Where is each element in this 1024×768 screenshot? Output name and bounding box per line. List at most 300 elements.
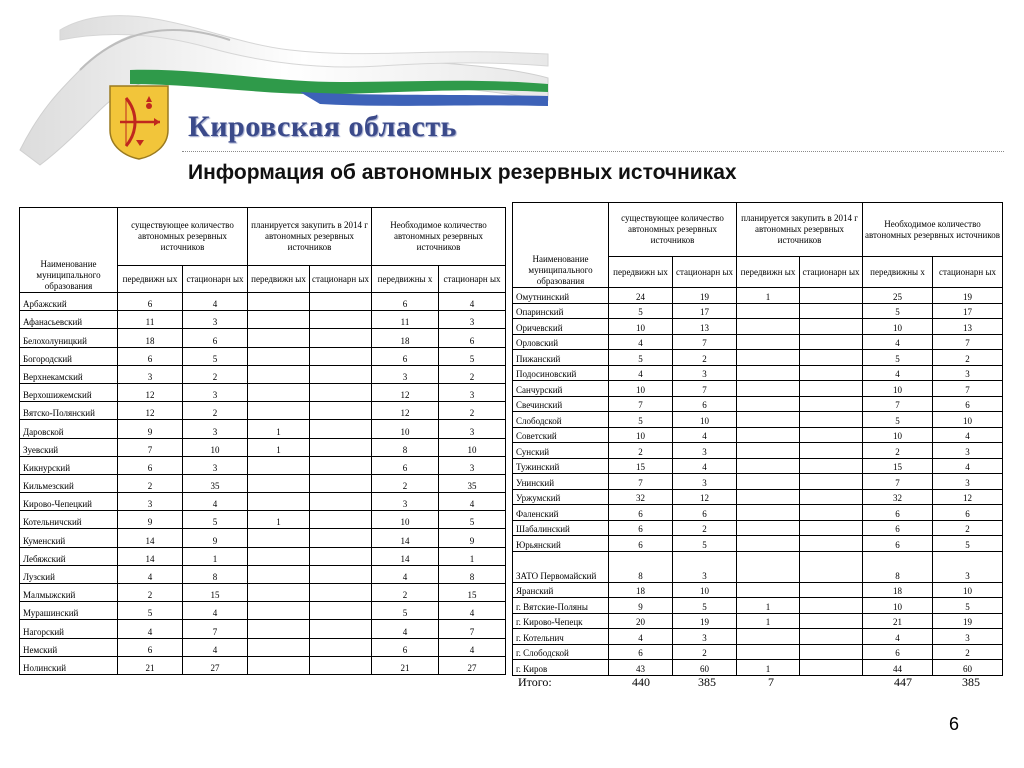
value-cell: 10 [933,582,1003,598]
value-cell [737,303,800,319]
municipality-cell: Тужинский [513,458,609,474]
header-mobile: передвижн ых [609,257,673,288]
municipality-cell: Лебяжский [20,547,118,565]
value-cell: 1 [737,613,800,629]
value-cell: 19 [673,613,737,629]
value-cell [310,365,372,383]
value-cell: 3 [933,551,1003,582]
value-cell: 9 [609,598,673,614]
value-cell: 6 [118,293,183,311]
table-row [513,412,1003,428]
value-cell: 4 [673,427,737,443]
table-row [20,656,506,674]
value-cell: 20 [609,613,673,629]
value-cell [310,329,372,347]
value-cell: 6 [933,396,1003,412]
municipality-cell: Фаленский [513,505,609,521]
total-row [516,675,1000,691]
value-cell: 10 [183,438,248,456]
municipality-cell: г. Слободской [513,644,609,660]
value-cell: 3 [673,365,737,381]
table-row [20,329,506,347]
table-row [513,458,1003,474]
table-row [513,660,1003,676]
header-mobile: передвижны х [863,257,933,288]
value-cell [800,319,863,335]
table-row [20,365,506,383]
title-divider [182,151,1004,152]
table-row [513,629,1003,645]
value-cell: 2 [933,520,1003,536]
header-planned: планируется закупить в 2014 г автономных резервных источников [737,203,863,257]
value-cell: 10 [863,381,933,397]
value-cell: 2 [609,443,673,459]
municipality-cell: Арбажский [20,293,118,311]
region-title: Кировская область [188,110,457,143]
value-cell [310,656,372,674]
total-label: Итого: [518,675,552,689]
value-cell: 7 [609,396,673,412]
table-row [20,511,506,529]
value-cell: 3 [118,493,183,511]
value-cell: 5 [609,350,673,366]
value-cell: 27 [183,656,248,674]
value-cell [248,529,310,547]
value-cell: 13 [673,319,737,335]
value-cell: 12 [372,383,439,401]
value-cell: 4 [863,629,933,645]
table-row [20,474,506,492]
header-stationary: стационарн ых [183,266,248,293]
value-cell [248,293,310,311]
value-cell [737,536,800,552]
value-cell: 6 [863,520,933,536]
header-stationary: стационарн ых [933,257,1003,288]
value-cell: 3 [673,629,737,645]
value-cell: 10 [609,319,673,335]
municipality-cell: Уржумский [513,489,609,505]
total-planned-mobile: 7 [768,675,774,689]
value-cell [800,474,863,490]
table-row [20,529,506,547]
value-cell: 44 [863,660,933,676]
value-cell: 8 [183,565,248,583]
value-cell: 24 [609,288,673,304]
value-cell: 60 [933,660,1003,676]
municipality-cell: Сунский [513,443,609,459]
value-cell: 1 [183,547,248,565]
table-row [513,520,1003,536]
value-cell [800,520,863,536]
value-cell: 3 [933,474,1003,490]
header-stationary: стационарн ых [439,266,506,293]
value-cell: 4 [118,620,183,638]
value-cell [248,638,310,656]
municipality-cell: Пижанский [513,350,609,366]
municipality-cell: Белохолуницкий [20,329,118,347]
value-cell [737,629,800,645]
value-cell: 5 [183,511,248,529]
municipality-cell: Кирово-Чепецкий [20,493,118,511]
value-cell: 5 [118,602,183,620]
value-cell [800,598,863,614]
municipality-cell: Верхнекамский [20,365,118,383]
table-row [513,396,1003,412]
value-cell: 1 [737,288,800,304]
value-cell: 17 [933,303,1003,319]
municipality-cell: г. Котельнич [513,629,609,645]
value-cell: 5 [933,536,1003,552]
table-row [20,638,506,656]
municipality-cell: Вятско-Полянский [20,402,118,420]
value-cell: 12 [372,402,439,420]
value-cell: 4 [933,458,1003,474]
value-cell [248,620,310,638]
value-cell: 14 [372,547,439,565]
value-cell [248,383,310,401]
value-cell: 14 [118,529,183,547]
value-cell [248,311,310,329]
municipality-cell: Свечинский [513,396,609,412]
municipality-cell: Богородский [20,347,118,365]
value-cell: 19 [933,613,1003,629]
value-cell [737,458,800,474]
table-row [20,456,506,474]
value-cell [800,427,863,443]
value-cell [310,511,372,529]
value-cell: 7 [863,474,933,490]
value-cell: 4 [183,493,248,511]
value-cell [800,412,863,428]
municipality-cell: Орловский [513,334,609,350]
value-cell: 5 [863,303,933,319]
value-cell [248,365,310,383]
value-cell: 5 [673,536,737,552]
value-cell: 15 [609,458,673,474]
value-cell: 4 [863,365,933,381]
value-cell: 3 [673,443,737,459]
value-cell: 12 [933,489,1003,505]
value-cell [248,584,310,602]
value-cell: 10 [933,412,1003,428]
value-cell: 3 [673,474,737,490]
table-row [513,350,1003,366]
value-cell [310,529,372,547]
value-cell: 15 [863,458,933,474]
municipality-cell: Нагорский [20,620,118,638]
table-row [20,402,506,420]
header-existing: существующее количество автономных резервных источников [118,208,248,266]
value-cell: 9 [439,529,506,547]
table-row [20,347,506,365]
value-cell: 5 [863,350,933,366]
value-cell [800,303,863,319]
value-cell: 3 [439,420,506,438]
value-cell: 1 [737,660,800,676]
header-mobile: передвижн ых [737,257,800,288]
value-cell: 3 [933,365,1003,381]
value-cell [310,383,372,401]
value-cell: 4 [609,365,673,381]
value-cell: 19 [673,288,737,304]
table-row [20,383,506,401]
value-cell: 4 [183,602,248,620]
table-row [20,493,506,511]
table-row [20,438,506,456]
value-cell: 3 [183,420,248,438]
value-cell: 14 [118,547,183,565]
value-cell: 15 [183,584,248,602]
value-cell: 2 [183,402,248,420]
value-cell [310,547,372,565]
value-cell [310,402,372,420]
value-cell: 5 [439,347,506,365]
value-cell [800,613,863,629]
table-row [513,427,1003,443]
value-cell: 3 [183,311,248,329]
table-row [513,551,1003,582]
value-cell: 10 [863,427,933,443]
table-row [513,319,1003,335]
municipality-cell: Кикнурский [20,456,118,474]
value-cell: 43 [609,660,673,676]
municipality-cell: Оричевский [513,319,609,335]
value-cell: 6 [372,638,439,656]
value-cell: 60 [673,660,737,676]
value-cell: 6 [609,505,673,521]
table-row [513,644,1003,660]
value-cell: 4 [439,493,506,511]
value-cell: 3 [183,456,248,474]
table-row [513,303,1003,319]
municipality-cell: Верхошижемский [20,383,118,401]
value-cell [800,582,863,598]
value-cell: 2 [863,443,933,459]
value-cell: 2 [372,584,439,602]
value-cell: 12 [673,489,737,505]
value-cell [310,293,372,311]
value-cell: 7 [673,381,737,397]
value-cell [248,456,310,474]
value-cell: 7 [118,438,183,456]
value-cell: 6 [673,396,737,412]
municipality-cell: г. Кирово-Чепецк [513,613,609,629]
value-cell: 7 [933,334,1003,350]
value-cell [800,629,863,645]
municipality-cell: Нолинский [20,656,118,674]
municipality-cell: Куменский [20,529,118,547]
value-cell: 18 [609,582,673,598]
value-cell: 4 [372,565,439,583]
value-cell: 7 [863,396,933,412]
value-cell [248,402,310,420]
value-cell [800,334,863,350]
table-row [513,613,1003,629]
value-cell: 8 [609,551,673,582]
table-row [513,536,1003,552]
header-stationary: стационарн ых [673,257,737,288]
value-cell: 3 [183,383,248,401]
header-needed: Необходимое количество автономных резервных источников [372,208,506,266]
header-planned: планируется закупить в 2014 г автономных резервных источников [248,208,372,266]
header-existing: существующее количество автономных резервных источников [609,203,737,257]
table-row [20,420,506,438]
value-cell [310,474,372,492]
value-cell [800,536,863,552]
municipality-cell: Мурашинский [20,602,118,620]
value-cell: 4 [439,602,506,620]
value-cell: 10 [673,582,737,598]
municipality-cell: Унинский [513,474,609,490]
value-cell [310,565,372,583]
total-existing-mobile: 440 [632,675,650,689]
table-row [513,489,1003,505]
value-cell [248,347,310,365]
header-stationary: стационарн ых [310,266,372,293]
value-cell: 6 [372,456,439,474]
value-cell: 7 [183,620,248,638]
municipality-cell: г. Киров [513,660,609,676]
value-cell: 19 [933,288,1003,304]
value-cell [248,547,310,565]
value-cell: 6 [118,638,183,656]
value-cell: 2 [183,365,248,383]
municipality-cell: Советский [513,427,609,443]
value-cell: 6 [673,505,737,521]
value-cell: 8 [372,438,439,456]
value-cell: 18 [372,329,439,347]
value-cell: 21 [863,613,933,629]
value-cell: 1 [439,547,506,565]
page-subtitle: Информация об автономных резервных источниках [188,161,737,184]
table-row [513,288,1003,304]
value-cell: 7 [439,620,506,638]
table-row [513,334,1003,350]
header-mobile: передвижны х [372,266,439,293]
value-cell: 6 [372,293,439,311]
value-cell: 9 [118,511,183,529]
value-cell: 32 [609,489,673,505]
value-cell: 35 [183,474,248,492]
value-cell [737,489,800,505]
total-needed-stationary: 385 [962,675,980,689]
value-cell: 10 [863,598,933,614]
value-cell: 8 [863,551,933,582]
value-cell: 10 [609,427,673,443]
value-cell [737,644,800,660]
value-cell: 6 [439,329,506,347]
value-cell: 4 [673,458,737,474]
value-cell: 12 [118,383,183,401]
value-cell [248,565,310,583]
table-row [20,547,506,565]
value-cell: 25 [863,288,933,304]
header-stationary: стационарн ых [800,257,863,288]
value-cell: 4 [863,334,933,350]
value-cell: 6 [118,347,183,365]
header-municipality: Наименование муниципального образования [20,208,118,293]
value-cell [310,420,372,438]
table-row [513,365,1003,381]
value-cell: 7 [933,381,1003,397]
value-cell: 3 [933,443,1003,459]
value-cell: 10 [673,412,737,428]
value-cell: 4 [118,565,183,583]
value-cell: 7 [609,474,673,490]
value-cell: 2 [372,474,439,492]
total-existing-stationary: 385 [698,675,716,689]
value-cell: 6 [863,644,933,660]
value-cell: 18 [863,582,933,598]
municipality-cell: Юрьянский [513,536,609,552]
value-cell: 9 [183,529,248,547]
value-cell [737,474,800,490]
value-cell: 4 [372,620,439,638]
value-cell [310,456,372,474]
table-row [20,311,506,329]
municipality-cell: Санчурский [513,381,609,397]
value-cell: 13 [933,319,1003,335]
value-cell [737,427,800,443]
value-cell: 3 [372,493,439,511]
value-cell: 6 [863,505,933,521]
municipality-cell: Котельничский [20,511,118,529]
value-cell: 5 [863,412,933,428]
table-row [20,584,506,602]
header-mobile: передвижн ых [118,266,183,293]
municipality-cell: Афанасьевский [20,311,118,329]
municipality-cell: Слободской [513,412,609,428]
value-cell [248,656,310,674]
municipality-cell: г. Вятские-Поляны [513,598,609,614]
municipality-cell: Шабалинский [513,520,609,536]
municipality-cell: Лузский [20,565,118,583]
value-cell [800,288,863,304]
value-cell [310,311,372,329]
value-cell: 9 [118,420,183,438]
value-cell: 4 [183,293,248,311]
value-cell: 6 [609,520,673,536]
value-cell: 2 [118,474,183,492]
value-cell: 3 [439,311,506,329]
left-data-table [19,207,506,675]
value-cell: 4 [439,638,506,656]
header-municipality: Наименование муниципального образования [513,203,609,288]
value-cell [310,638,372,656]
value-cell: 5 [609,303,673,319]
table-row [20,565,506,583]
value-cell [737,365,800,381]
value-cell: 5 [933,598,1003,614]
value-cell: 8 [439,565,506,583]
value-cell: 5 [372,602,439,620]
table-row [20,293,506,311]
value-cell [310,438,372,456]
value-cell [248,474,310,492]
value-cell: 5 [439,511,506,529]
value-cell [800,505,863,521]
value-cell [737,505,800,521]
municipality-cell: Зуевский [20,438,118,456]
value-cell [737,412,800,428]
value-cell [248,329,310,347]
table-row [513,598,1003,614]
municipality-cell: Омутнинский [513,288,609,304]
value-cell: 4 [439,293,506,311]
value-cell [737,396,800,412]
value-cell: 11 [118,311,183,329]
value-cell [310,584,372,602]
